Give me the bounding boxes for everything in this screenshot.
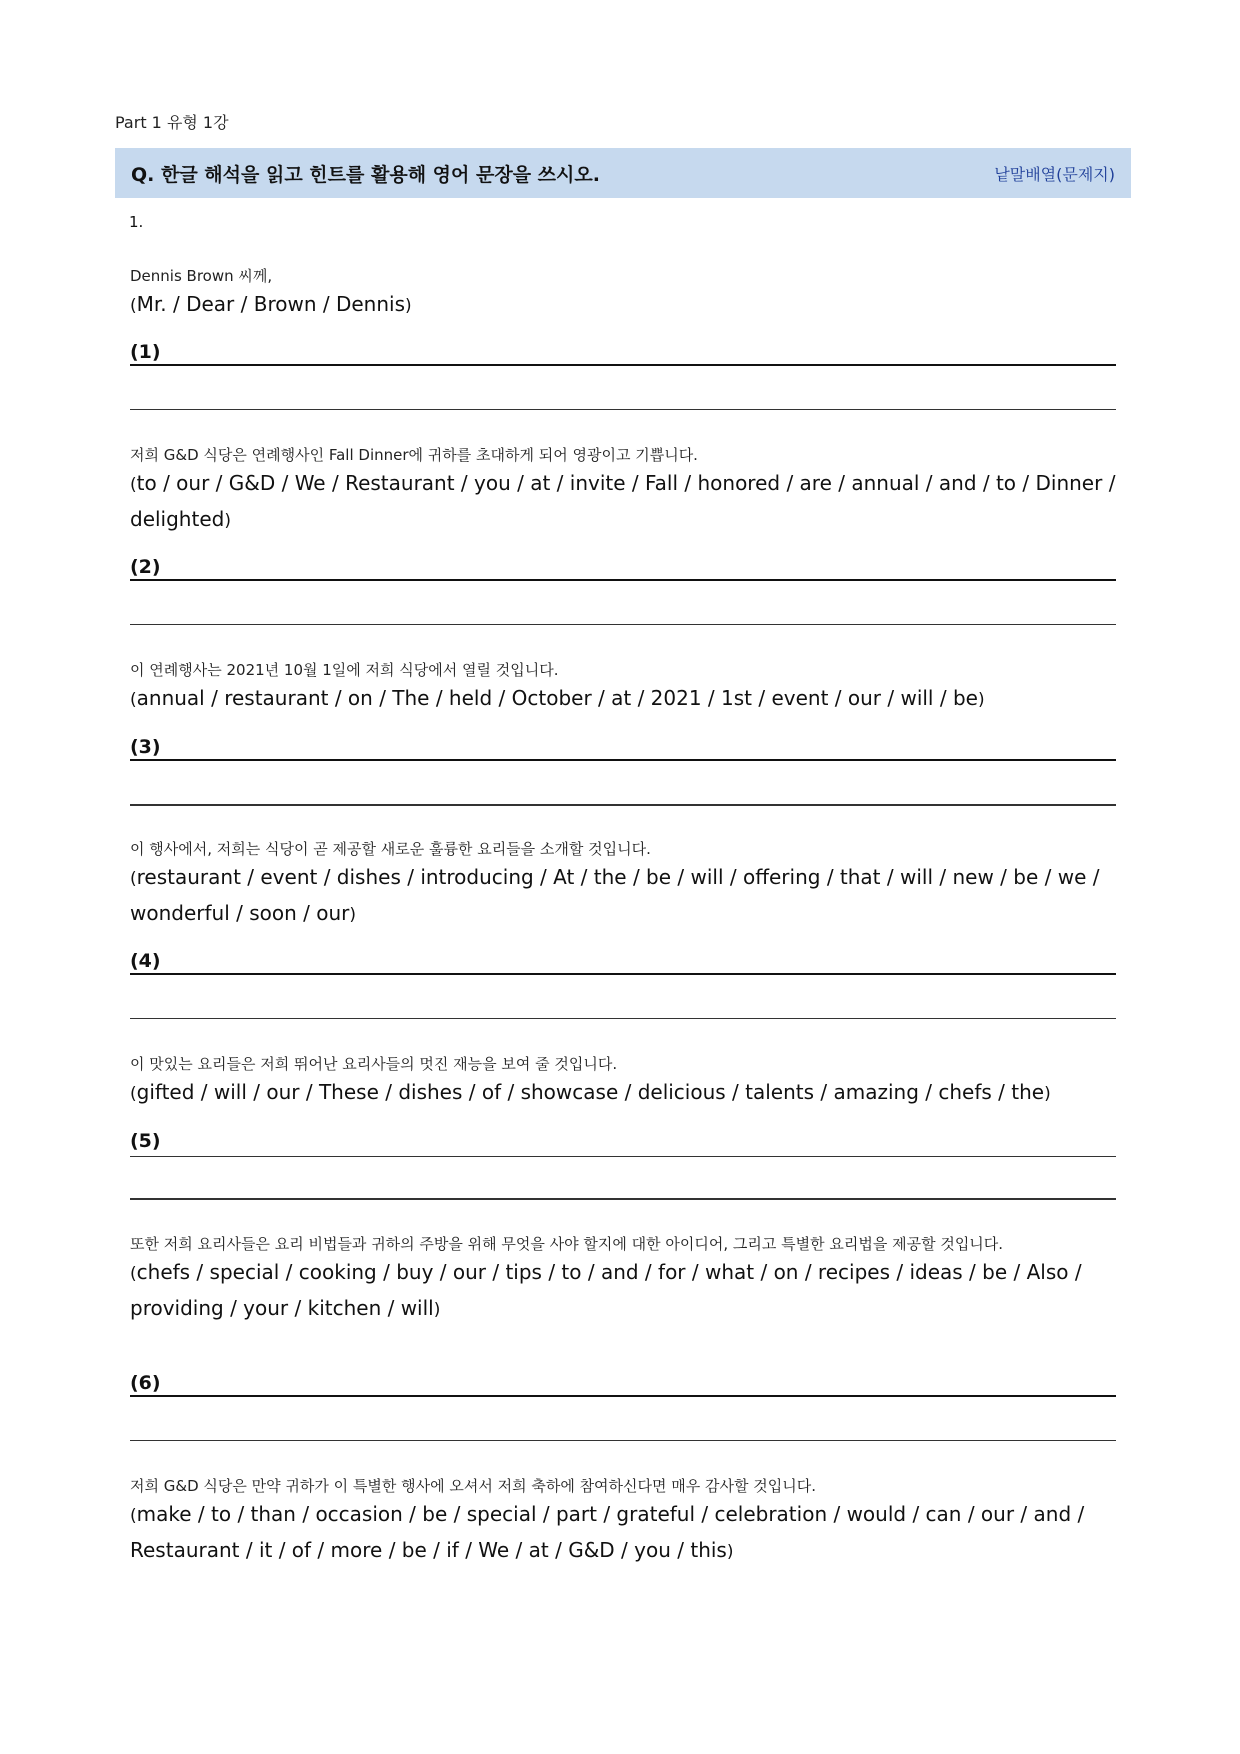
prompt-block xyxy=(130,444,1116,538)
answer-number: (1) xyxy=(130,341,161,363)
answer-line xyxy=(130,624,1116,625)
answer-line xyxy=(130,804,1116,806)
prompt-block xyxy=(130,1233,1116,1327)
answer-line xyxy=(130,1395,1116,1397)
prompt-block xyxy=(130,1053,1116,1111)
answer-line xyxy=(130,364,1116,366)
korean-sentence: Dennis Brown 씨께, xyxy=(130,267,273,285)
answer-area[interactable] xyxy=(130,1129,1116,1153)
korean-sentence: 이 맛있는 요리들은 저희 뛰어난 요리사들의 멋진 재능을 보여 줄 것입니다. xyxy=(130,1055,618,1073)
word-hint: (chefs / special / cooking / buy / our / tips / to / and / for / what / on / recipes / ideas / be / Also / providing / your / kitchen / will) xyxy=(130,1260,1082,1320)
answer-line xyxy=(130,973,1116,975)
prompt-block xyxy=(130,265,1116,323)
answer-number: (5) xyxy=(130,1130,161,1152)
answer-number: (6) xyxy=(130,1372,161,1394)
answer-line xyxy=(130,1198,1116,1200)
answer-area[interactable] xyxy=(130,340,1116,366)
word-hint: (restaurant / event / dishes / introducing / At / the / be / will / offering / that / will / new / be / we / wonderful / soon / our) xyxy=(130,865,1100,925)
answer-line xyxy=(130,1018,1116,1019)
korean-sentence: 또한 저희 요리사들은 요리 비법들과 귀하의 주방을 위해 무엇을 사야 할지에 대한 아이디어, 그리고 특별한 요리법을 제공할 것입니다. xyxy=(130,1235,1004,1253)
hint-words: gifted / will / our / These / dishes / of / showcase / delicious / talents / amazing / chefs / the xyxy=(136,1080,1045,1104)
question-banner xyxy=(115,148,1131,198)
answer-line xyxy=(130,1156,1116,1157)
answer-number: (2) xyxy=(130,556,161,578)
question-number: 1. xyxy=(129,213,144,231)
korean-sentence: 저희 G&D 식당은 만약 귀하가 이 특별한 행사에 오셔서 저희 축하에 참여하신다면 매우 감사할 것입니다. xyxy=(130,1477,816,1495)
word-hint: (make / to / than / occasion / be / special / part / grateful / celebration / would / can / our / and / Restaurant / it / of / more / be / if / We / at / G&D / you / this) xyxy=(130,1502,1085,1562)
word-hint: (gifted / will / our / These / dishes / of / showcase / delicious / talents / amazing / chefs / the) xyxy=(130,1080,1051,1104)
answer-line xyxy=(130,759,1116,761)
page-header-label: Part 1 유형 1강 xyxy=(115,113,229,132)
banner-tag: 낱말배열(문제지) xyxy=(994,164,1115,184)
korean-sentence: 이 연례행사는 2021년 10월 1일에 저희 식당에서 열릴 것입니다. xyxy=(130,661,559,679)
answer-number: (4) xyxy=(130,950,161,972)
hint-words: to / our / G&D / We / Restaurant / you / at / invite / Fall / honored / are / annual / and / to / Dinner / delighted xyxy=(130,471,1116,531)
answer-line xyxy=(130,409,1116,410)
prompt-block xyxy=(130,659,1116,717)
answer-area[interactable] xyxy=(130,949,1116,975)
word-hint: (Mr. / Dear / Brown / Dennis) xyxy=(130,292,412,316)
answer-line xyxy=(130,1440,1116,1441)
word-hint: (to / our / G&D / We / Restaurant / you / at / invite / Fall / honored / are / annual / and / to / Dinner / delighted) xyxy=(130,471,1116,531)
hint-words: make / to / than / occasion / be / special / part / grateful / celebration / would / can / our / and / Restaurant / it / of / more / be / if / We / at / G&D / you / this xyxy=(130,1502,1085,1562)
hint-words: annual / restaurant / on / The / held / October / at / 2021 / 1st / event / our / will / be xyxy=(136,686,978,710)
prompt-block xyxy=(130,1475,1116,1569)
korean-sentence: 이 행사에서, 저희는 식당이 곧 제공할 새로운 훌륭한 요리들을 소개할 것입니다. xyxy=(130,840,651,858)
korean-sentence: 저희 G&D 식당은 연례행사인 Fall Dinner에 귀하를 초대하게 되어 영광이고 기쁩니다. xyxy=(130,446,698,464)
answer-area[interactable] xyxy=(130,735,1116,761)
word-hint: (annual / restaurant / on / The / held / October / at / 2021 / 1st / event / our / will / be) xyxy=(130,686,985,710)
answer-number: (3) xyxy=(130,736,161,758)
answer-line xyxy=(130,579,1116,581)
banner-title: Q. 한글 해석을 읽고 힌트를 활용해 영어 문장을 쓰시오. xyxy=(131,163,600,186)
prompt-block xyxy=(130,838,1116,932)
answer-area[interactable] xyxy=(130,1371,1116,1397)
hint-words: restaurant / event / dishes / introducing / At / the / be / will / offering / that / will / new / be / we / wonderful / soon / our xyxy=(130,865,1100,925)
hint-words: chefs / special / cooking / buy / our / tips / to / and / for / what / on / recipes / ideas / be / Also / providing / your / kitchen / will xyxy=(130,1260,1082,1320)
answer-area[interactable] xyxy=(130,555,1116,581)
hint-words: Mr. / Dear / Brown / Dennis xyxy=(136,292,405,316)
